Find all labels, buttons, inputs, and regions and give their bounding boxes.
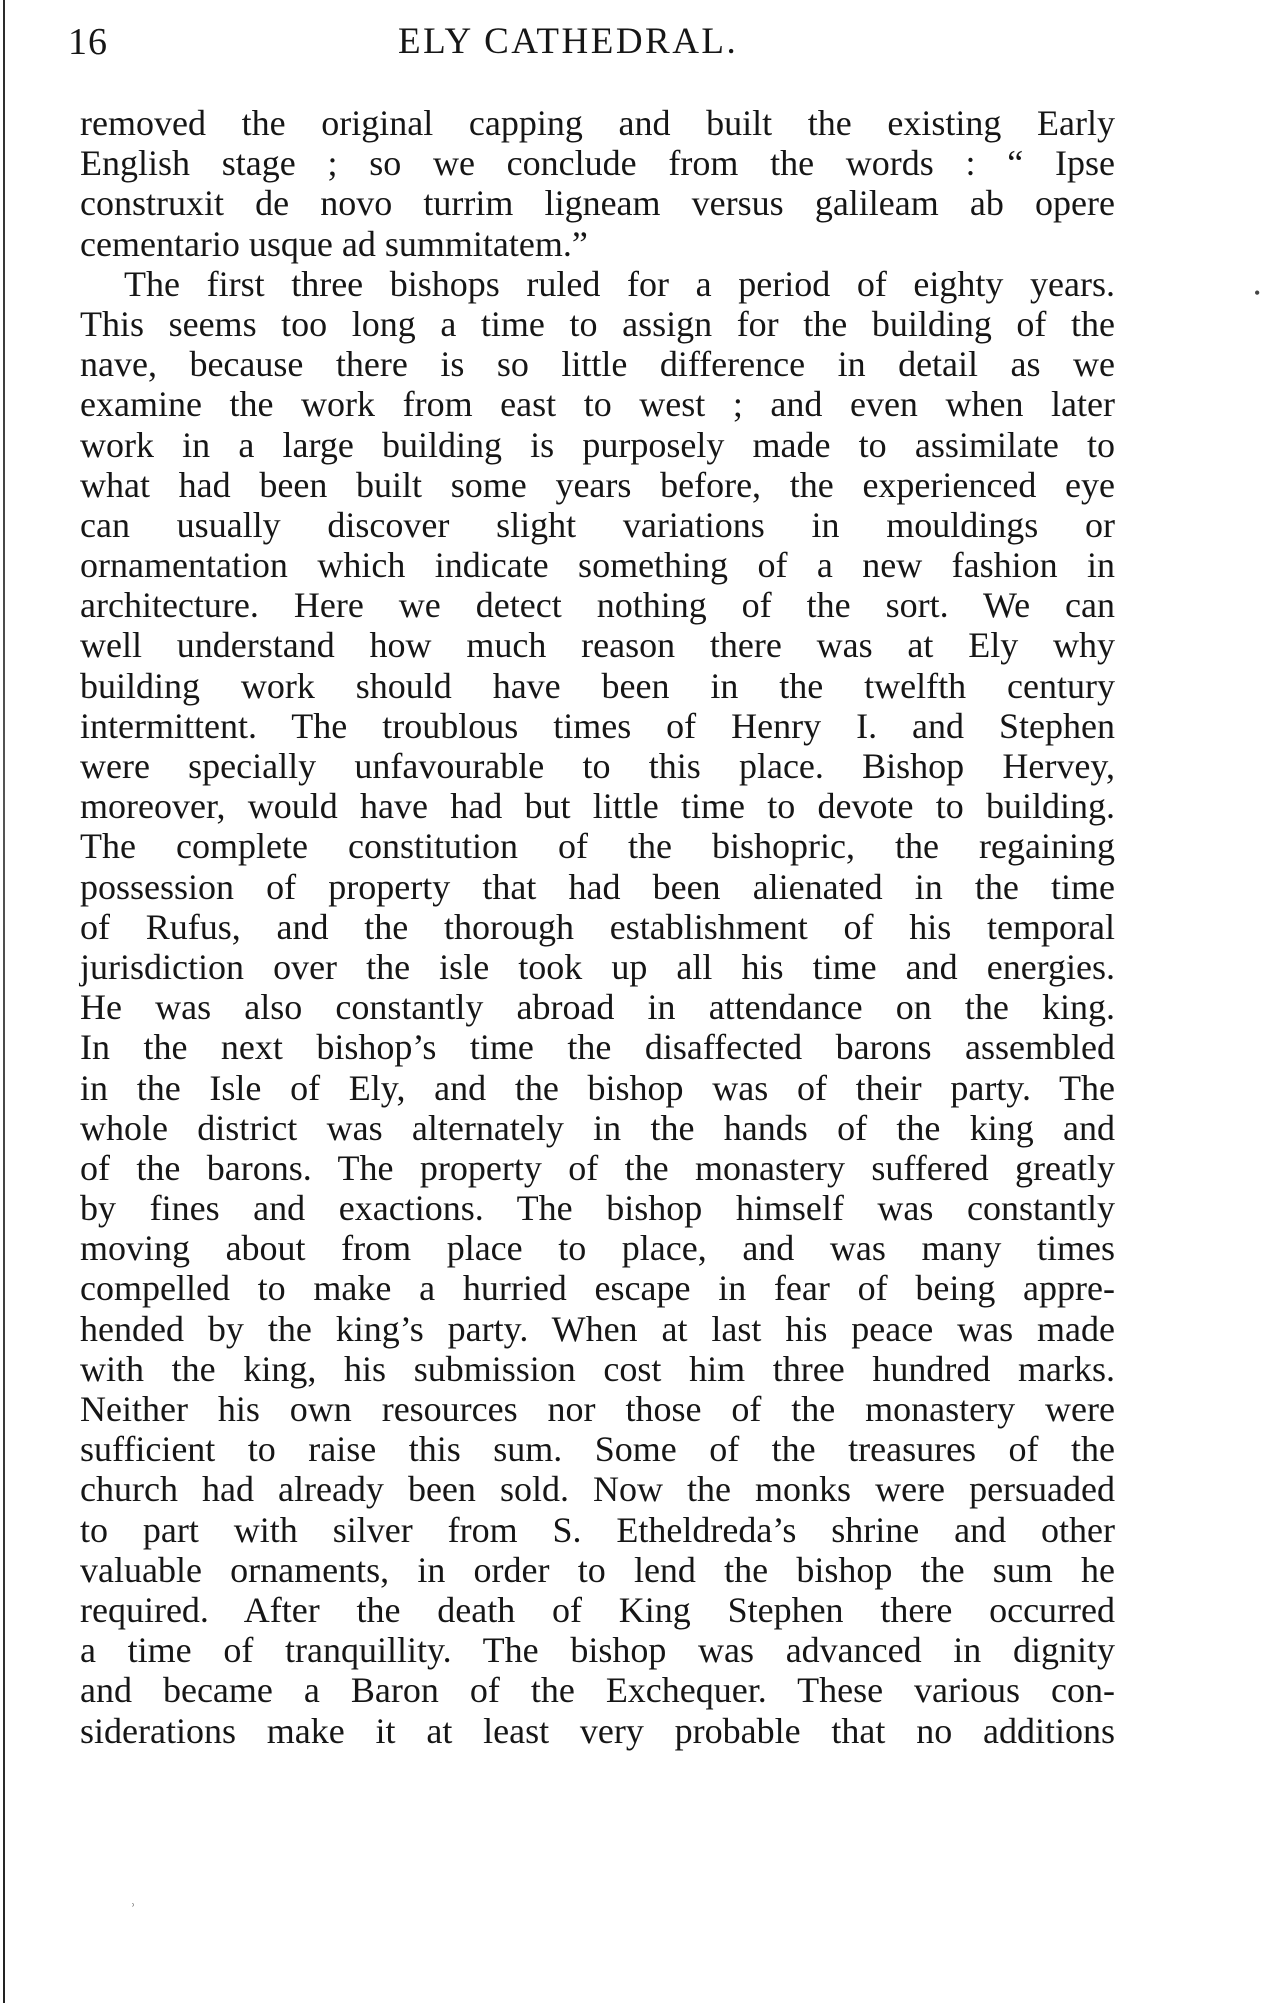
text-line: work in a large building is purposely made to assimilate to xyxy=(80,424,1115,465)
binding-edge xyxy=(3,0,5,2003)
text-line: to part with silver from S. Etheldreda’s shrine and other xyxy=(80,1509,1115,1550)
text-line: The complete constitution of the bishopric, the regaining xyxy=(80,826,1115,867)
text-line: ornamentation which indicate something of a new fashion in xyxy=(80,545,1115,586)
text-line: architecture. Here we detect nothing of the sort. We can xyxy=(80,585,1115,626)
text-line: compelled to make a hurried escape in fear of being appre- xyxy=(80,1268,1115,1309)
text-line: moreover, would have had but little time to devote to building. xyxy=(80,786,1115,827)
running-title: ELY CATHEDRAL. xyxy=(398,21,739,62)
page-number: 16 xyxy=(68,21,108,63)
text-line: what had been built some years before, the experienced eye xyxy=(80,464,1115,505)
stray-ink-mark: ʾ xyxy=(130,1900,136,1920)
text-line: moving about from place to place, and was many times xyxy=(80,1228,1115,1269)
text-line: required. After the death of King Stephen there occurred xyxy=(80,1589,1115,1630)
text-line: nave, because there is so little difference in detail as we xyxy=(80,344,1115,385)
text-line: examine the work from east to west ; and even when later xyxy=(80,384,1115,425)
text-line: of Rufus, and the thorough establishment of his temporal xyxy=(80,906,1115,947)
text-line: can usually discover slight variations in mouldings or xyxy=(80,504,1115,545)
text-line: English stage ; so we conclude from the words : “ Ipse xyxy=(80,143,1115,184)
text-line: removed the original capping and built the existing Early xyxy=(80,103,1115,143)
text-line: well understand how much reason there was at Ely why xyxy=(80,625,1115,666)
text-line: in the Isle of Ely, and the bishop was of their party. The xyxy=(80,1067,1115,1108)
text-line: hended by the king’s party. When at last his peace was made xyxy=(80,1308,1115,1349)
text-line: valuable ornaments, in order to lend the bishop the sum he xyxy=(80,1549,1115,1590)
text-line: were specially unfavourable to this place. Bishop Hervey, xyxy=(80,746,1115,786)
margin-dot-mark: • xyxy=(1254,283,1261,303)
text-line: intermittent. The troublous times of Henry I. and Stephen xyxy=(80,705,1115,746)
text-line: construxit de novo turrim ligneam versus galileam ab opere xyxy=(80,183,1115,224)
text-line: of the barons. The property of the monastery suffered greatly xyxy=(80,1147,1115,1188)
text-line: by fines and exactions. The bishop himself was constantly xyxy=(80,1188,1115,1229)
text-line: Neither his own resources nor those of the monastery were xyxy=(80,1389,1115,1429)
text-line: This seems too long a time to assign for the building of the xyxy=(80,303,1115,344)
text-line: church had already been sold. Now the monks were persuaded xyxy=(80,1469,1115,1510)
text-line: He was also constantly abroad in attendance on the king. xyxy=(80,987,1115,1028)
text-line: cementario usque ad summitatem.” xyxy=(80,223,588,264)
text-line: a time of tranquillity. The bishop was advanced in dignity xyxy=(80,1630,1115,1671)
text-line: In the next bishop’s time the disaffected barons assembled xyxy=(80,1027,1115,1068)
page-header xyxy=(68,20,1108,80)
text-line: jurisdiction over the isle took up all his time and energies. xyxy=(80,946,1115,987)
text-line: building work should have been in the twelfth century xyxy=(80,665,1115,706)
paragraph-first-line: The first three bishops ruled for a period of eighty years. xyxy=(124,263,1115,304)
text-line: possession of property that had been alienated in the time xyxy=(80,866,1115,907)
text-line: with the king, his submission cost him three hundred marks. xyxy=(80,1348,1115,1389)
text-line: whole district was alternately in the hands of the king and xyxy=(80,1107,1115,1148)
text-line: sufficient to raise this sum. Some of the treasures of the xyxy=(80,1429,1115,1470)
body-text xyxy=(80,103,1115,1751)
text-line: and became a Baron of the Exchequer. These various con- xyxy=(80,1670,1115,1711)
text-line: siderations make it at least very probable that no additions xyxy=(80,1710,1115,1751)
